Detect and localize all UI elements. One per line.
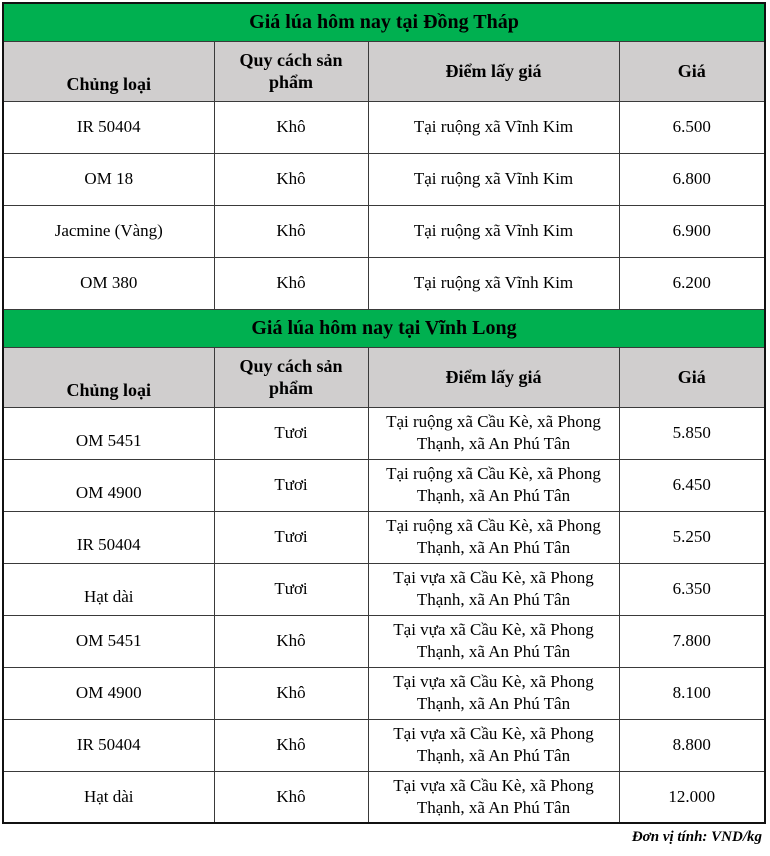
spec-cell: Tươi [214, 563, 368, 615]
variety-cell: IR 50404 [3, 101, 214, 153]
variety-cell: OM 380 [3, 257, 214, 309]
location-cell: Tại ruộng xã Vĩnh Kim [368, 153, 619, 205]
location-cell: Tại ruộng xã Vĩnh Kim [368, 205, 619, 257]
spec-cell: Khô [214, 205, 368, 257]
variety-cell: OM 5451 [3, 407, 214, 459]
variety-cell: Jacmine (Vàng) [3, 205, 214, 257]
price-cell: 5.850 [619, 407, 765, 459]
price-cell: 7.800 [619, 615, 765, 667]
column-header-spec: Quy cách sản phẩm [214, 347, 368, 407]
section-header-row-vinh-long [3, 309, 765, 347]
column-header-price: Giá [619, 347, 765, 407]
variety-cell: OM 4900 [3, 667, 214, 719]
price-cell: 6.900 [619, 205, 765, 257]
spec-cell: Khô [214, 719, 368, 771]
section-title-dong-thap: Giá lúa hôm nay tại Đồng Tháp [3, 3, 765, 41]
variety-cell: OM 5451 [3, 615, 214, 667]
table-row [3, 153, 765, 205]
column-header-row [3, 41, 765, 101]
unit-note: Đơn vị tính: VND/kg [631, 829, 762, 845]
table-row [3, 407, 765, 459]
location-cell: Tại ruộng xã Cầu Kè, xã Phong Thạnh, xã An Phú Tân [368, 511, 619, 563]
column-header-location: Điểm lấy giá [368, 41, 619, 101]
column-header-variety: Chủng loại [3, 347, 214, 407]
spec-cell: Khô [214, 667, 368, 719]
variety-cell: OM 18 [3, 153, 214, 205]
table-row [3, 511, 765, 563]
column-header-price: Giá [619, 41, 765, 101]
variety-cell: IR 50404 [3, 511, 214, 563]
spec-cell: Khô [214, 771, 368, 823]
table-row [3, 563, 765, 615]
spec-cell: Khô [214, 101, 368, 153]
variety-cell: Hạt dài [3, 563, 214, 615]
price-cell: 6.200 [619, 257, 765, 309]
variety-cell: Hạt dài [3, 771, 214, 823]
table-row [3, 257, 765, 309]
column-header-row [3, 347, 765, 407]
spec-cell: Khô [214, 153, 368, 205]
price-cell: 8.100 [619, 667, 765, 719]
price-cell: 5.250 [619, 511, 765, 563]
price-cell: 6.350 [619, 563, 765, 615]
spec-cell: Tươi [214, 511, 368, 563]
location-cell: Tại vựa xã Cầu Kè, xã Phong Thạnh, xã An Phú Tân [368, 771, 619, 823]
location-cell: Tại ruộng xã Vĩnh Kim [368, 257, 619, 309]
spec-cell: Tươi [214, 459, 368, 511]
location-cell: Tại vựa xã Cầu Kè, xã Phong Thạnh, xã An Phú Tân [368, 667, 619, 719]
price-cell: 6.450 [619, 459, 765, 511]
location-cell: Tại ruộng xã Cầu Kè, xã Phong Thạnh, xã An Phú Tân [368, 407, 619, 459]
price-cell: 8.800 [619, 719, 765, 771]
column-header-variety: Chủng loại [3, 41, 214, 101]
section-header-row-dong-thap [3, 3, 765, 41]
variety-cell: OM 4900 [3, 459, 214, 511]
variety-cell: IR 50404 [3, 719, 214, 771]
table-row [3, 205, 765, 257]
spec-cell: Khô [214, 615, 368, 667]
location-cell: Tại vựa xã Cầu Kè, xã Phong Thạnh, xã An Phú Tân [368, 719, 619, 771]
price-cell: 12.000 [619, 771, 765, 823]
table-row [3, 459, 765, 511]
spec-cell: Tươi [214, 407, 368, 459]
rice-price-table [2, 2, 766, 824]
column-header-location: Điểm lấy giá [368, 347, 619, 407]
price-cell: 6.500 [619, 101, 765, 153]
table-row [3, 101, 765, 153]
table-row [3, 667, 765, 719]
location-cell: Tại ruộng xã Cầu Kè, xã Phong Thạnh, xã An Phú Tân [368, 459, 619, 511]
location-cell: Tại ruộng xã Vĩnh Kim [368, 101, 619, 153]
location-cell: Tại vựa xã Cầu Kè, xã Phong Thạnh, xã An Phú Tân [368, 615, 619, 667]
table-row [3, 615, 765, 667]
section-title-vinh-long: Giá lúa hôm nay tại Vĩnh Long [3, 309, 765, 347]
location-cell: Tại vựa xã Cầu Kè, xã Phong Thạnh, xã An Phú Tân [368, 563, 619, 615]
column-header-spec: Quy cách sản phẩm [214, 41, 368, 101]
table-row [3, 719, 765, 771]
table-row [3, 771, 765, 823]
price-cell: 6.800 [619, 153, 765, 205]
spec-cell: Khô [214, 257, 368, 309]
